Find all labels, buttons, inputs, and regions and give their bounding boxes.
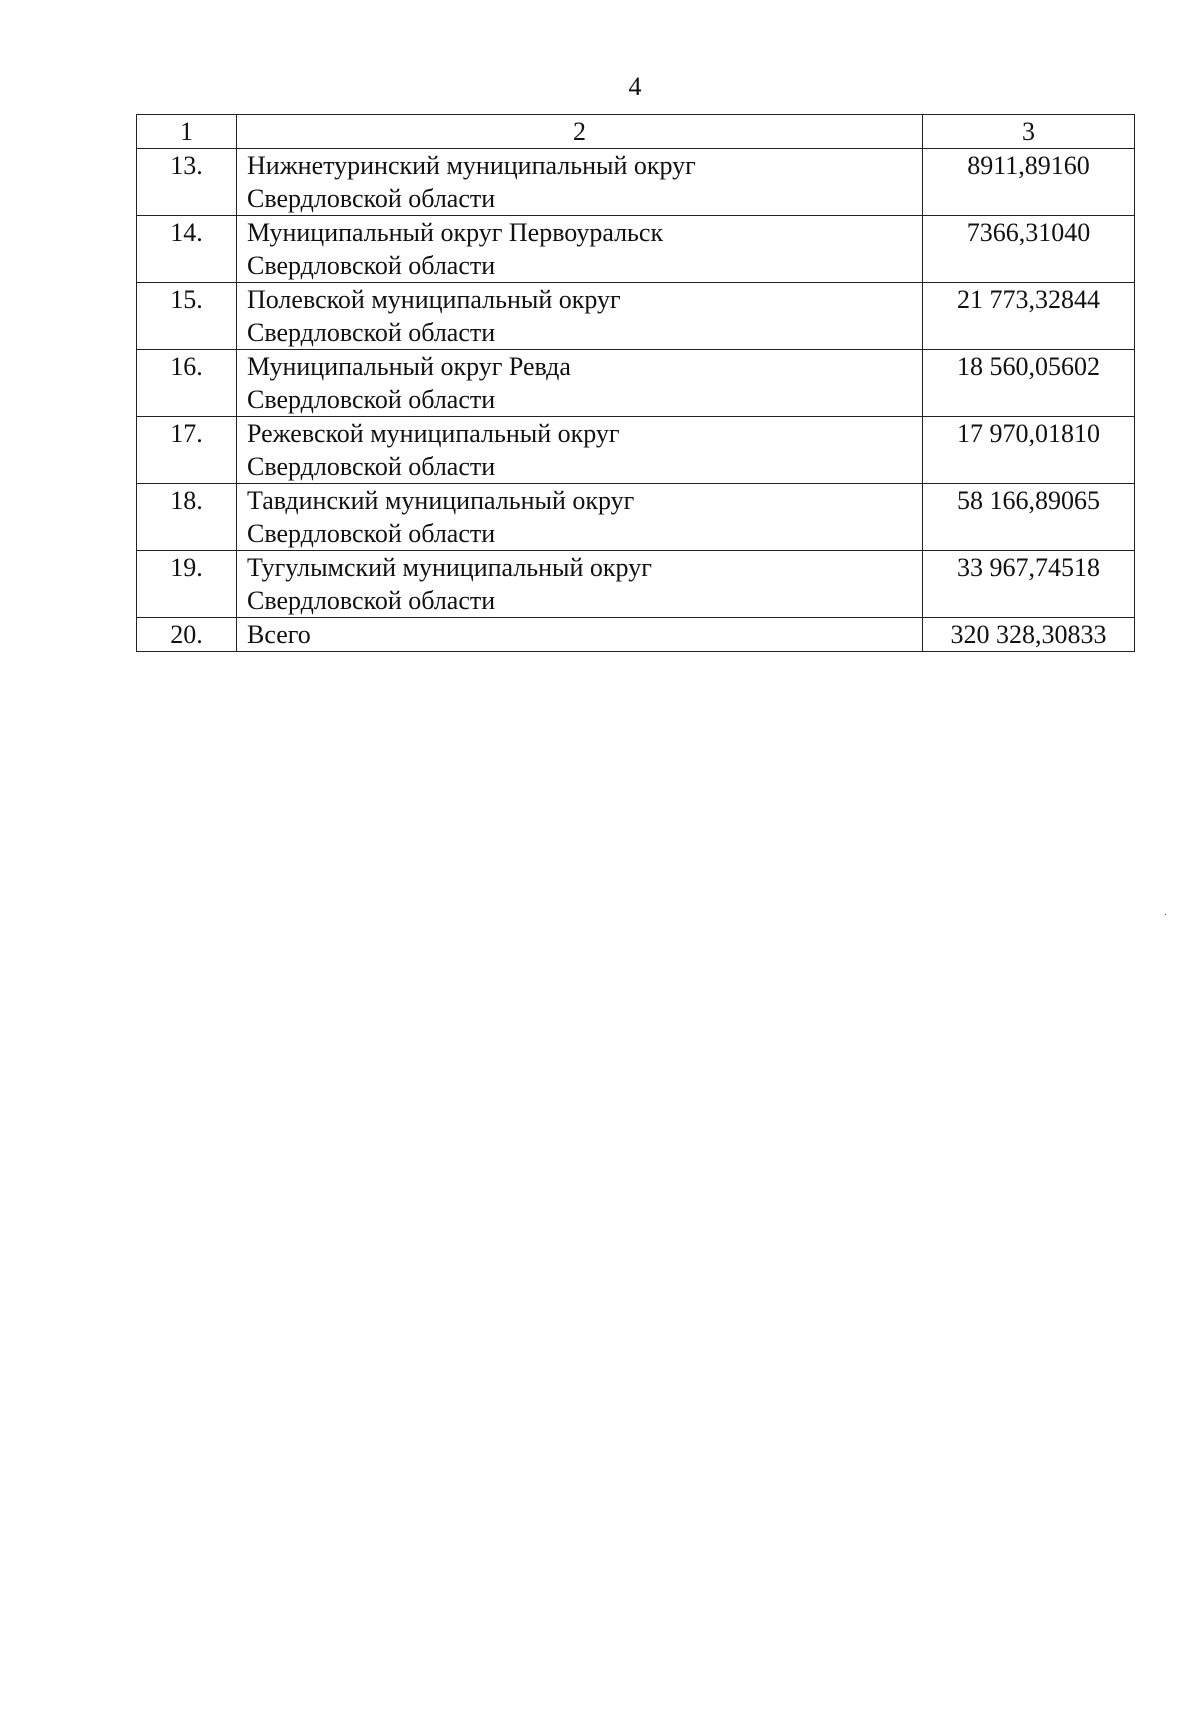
- name-line-2: Свердловской области: [247, 519, 496, 548]
- table-row: [137, 350, 1135, 417]
- municipality-name: [237, 149, 923, 216]
- municipality-name: [237, 283, 923, 350]
- budget-distribution-table: [136, 114, 1135, 652]
- total-label: Всего: [237, 618, 923, 652]
- table-row: [137, 484, 1135, 551]
- municipality-name: [237, 551, 923, 618]
- name-line-1: Тугулымский муниципальный округ: [247, 553, 652, 582]
- total-row: [137, 618, 1135, 652]
- municipality-name: [237, 484, 923, 551]
- row-number: 13.: [137, 149, 237, 216]
- row-number: 18.: [137, 484, 237, 551]
- name-line-1: Полевской муниципальный округ: [247, 285, 621, 314]
- table-row: [137, 551, 1135, 618]
- name-line-2: Свердловской области: [247, 184, 496, 213]
- row-number: 15.: [137, 283, 237, 350]
- name-line-1: Муниципальный округ Ревда: [247, 352, 571, 381]
- name-line-1: Муниципальный округ Первоуральск: [247, 218, 664, 247]
- amount-value: 58 166,89065: [923, 484, 1135, 551]
- amount-value: 17 970,01810: [923, 417, 1135, 484]
- amount-value: 8911,89160: [923, 149, 1135, 216]
- scan-speck: [1165, 914, 1166, 915]
- table-row: [137, 283, 1135, 350]
- municipality-name: [237, 350, 923, 417]
- table-header-row: [137, 115, 1135, 149]
- municipality-name: [237, 216, 923, 283]
- total-value: 320 328,30833: [923, 618, 1135, 652]
- row-number: 14.: [137, 216, 237, 283]
- table-row: [137, 149, 1135, 216]
- municipality-name: [237, 417, 923, 484]
- name-line-1: Режевской муниципальный округ: [247, 419, 620, 448]
- amount-value: 7366,31040: [923, 216, 1135, 283]
- table-row: [137, 417, 1135, 484]
- name-line-1: Нижнетуринский муниципальный округ: [247, 151, 696, 180]
- name-line-2: Свердловской области: [247, 385, 496, 414]
- amount-value: 18 560,05602: [923, 350, 1135, 417]
- column-header-2: 2: [237, 115, 923, 149]
- row-number: 16.: [137, 350, 237, 417]
- name-line-2: Свердловской области: [247, 251, 496, 280]
- name-line-1: Тавдинский муниципальный округ: [247, 486, 635, 515]
- row-number: 20.: [137, 618, 237, 652]
- row-number: 17.: [137, 417, 237, 484]
- column-header-1: 1: [137, 115, 237, 149]
- page-number: 4: [628, 72, 642, 101]
- table-row: [137, 216, 1135, 283]
- row-number: 19.: [137, 551, 237, 618]
- name-line-2: Свердловской области: [247, 318, 496, 347]
- amount-value: 33 967,74518: [923, 551, 1135, 618]
- name-line-2: Свердловской области: [247, 586, 496, 615]
- name-line-2: Свердловской области: [247, 452, 496, 481]
- column-header-3: 3: [923, 115, 1135, 149]
- amount-value: 21 773,32844: [923, 283, 1135, 350]
